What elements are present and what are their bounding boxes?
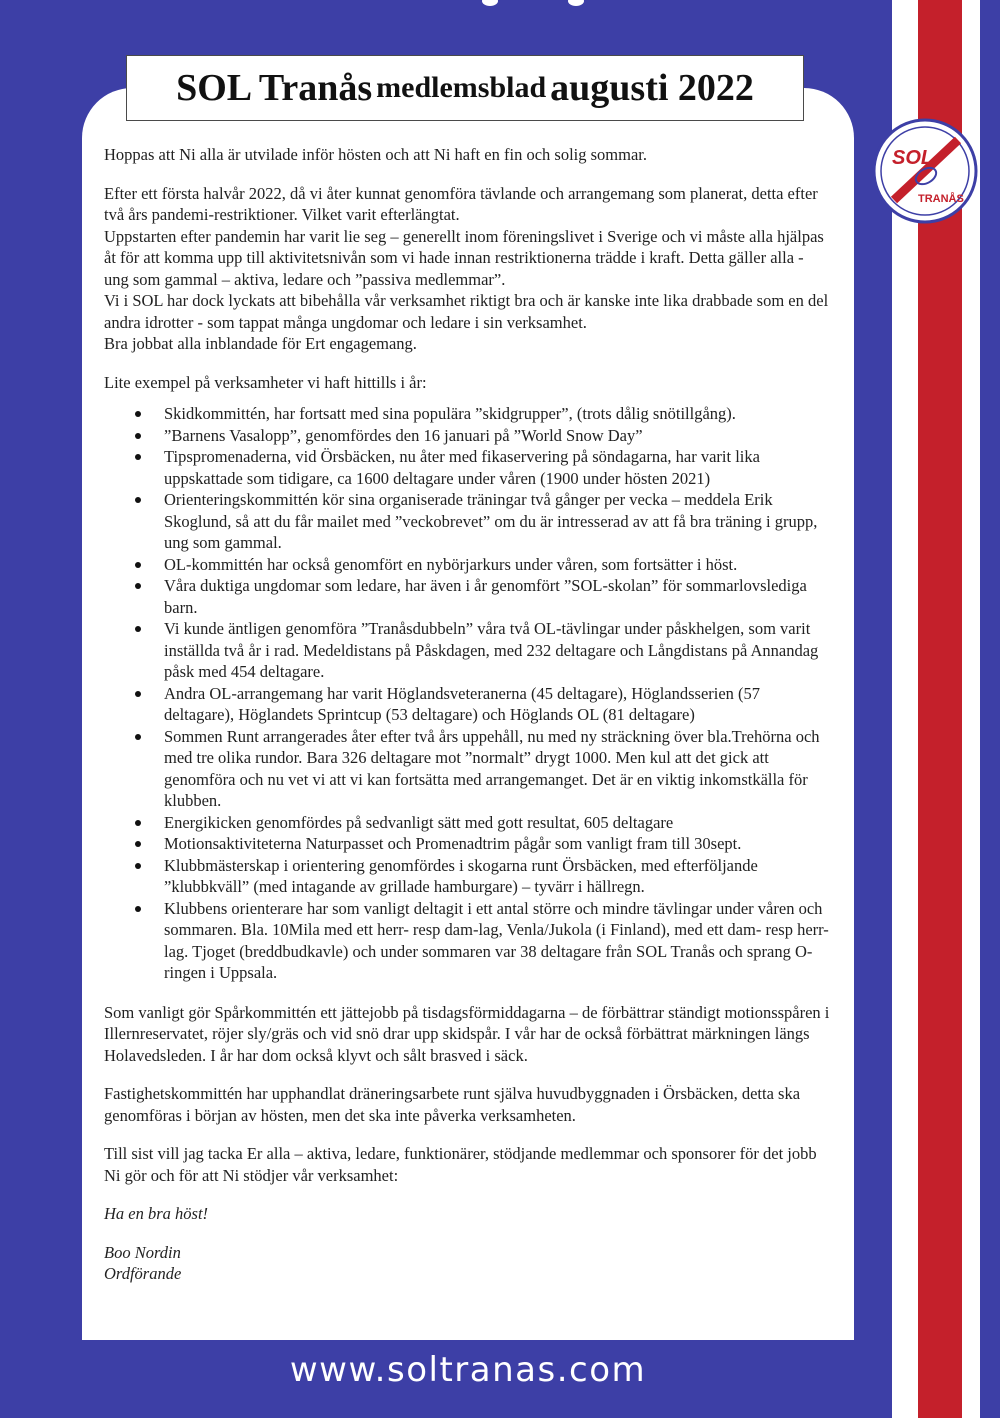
signature-name: Boo Nordin [104, 1242, 181, 1262]
list-item: Våra duktiga ungdomar som ledare, har även i år genomfört ”SOL-skolan” för sommarlovslediga barn. [164, 575, 832, 618]
binder-hole [568, 0, 584, 6]
list-item: OL-kommittén har också genomfört en nybörjarkurs under våren, som fortsätter i höst. [164, 554, 832, 576]
binder-hole [482, 0, 498, 6]
list-intro: Lite exempel på verksamheter vi haft hittills i år: [104, 372, 427, 392]
paragraph-line: Bra jobbat alla inblandade för Ert engagemang. [104, 334, 417, 353]
page-title [126, 55, 804, 121]
list-item: Energikicken genomfördes på sedvanligt sätt med gott resultat, 605 deltagare [164, 812, 832, 834]
paragraph-line: Efter ett första halvår 2022, då vi åter kunnat genomföra tävlande och arrangemang som planerat, detta efter två års pandemi-restriktioner. Vilket varit efterlängtat. [104, 183, 818, 224]
list-item: Skidkommittén, har fortsatt med sina populära ”skidgrupper”, (trots dålig snötillgång). [164, 403, 832, 425]
first-half-paragraph [104, 183, 832, 355]
newsletter-body [104, 144, 832, 1285]
logo-text-top: SOL [892, 147, 934, 169]
paragraph-line: Uppstarten efter pandemin har varit lie seg – generellt inom föreningslivet i Sverige och vi måste alla hjälpas åt för att komma upp till aktivitetsnivån som vi hade innan restriktionerna trädde i kraft. Detta gäller alla - ung som gammal – aktiva, ledare och ”passiva medlemmar”. [104, 226, 824, 289]
list-item: Motionsaktiviteterna Naturpasset och Promenadtrim pågår som vanligt fram till 30sept. [164, 833, 832, 855]
list-item: ”Barnens Vasalopp”, genomfördes den 16 januari på ”World Snow Day” [164, 425, 832, 447]
list-item: Andra OL-arrangemang har varit Höglandsveteranerna (45 deltagare), Höglandsserien (57 deltagare), Höglandets Sprintcup (53 deltagare) och Höglands OL (81 deltagare) [164, 683, 832, 726]
logo-text-bottom: TRANÅS [918, 193, 964, 205]
activities-list [104, 403, 832, 984]
list-item: Klubbmästerskap i orientering genomfördes i skogarna runt Örsbäcken, med efterföljande ”klubbkväll” (med intagande av grillade hamburgare) – tyvärr i hällregn. [164, 855, 832, 898]
list-item: Vi kunde äntligen genomföra ”Tranåsdubbeln” våra två OL-tävlingar under påskhelgen, som varit inställda två år i rad. Medeldistans på Påskdagen, med 232 deltagare och Långdistans på Annandag påsk med 454 deltagare. [164, 618, 832, 683]
title-club: SOL Tranås [176, 67, 373, 109]
title-date: augusti 2022 [550, 67, 754, 109]
club-logo [872, 118, 978, 224]
signature [104, 1242, 832, 1285]
paragraph-line: Vi i SOL har dock lyckats att bibehålla vår verksamhet riktigt bra och är kanske inte lika drabbade som en del andra idrotter - som tappat många ungdomar och ledare i sin verksamhet. [104, 291, 829, 332]
list-item: Orienteringskommittén kör sina organiserade träningar två gånger per vecka – meddela Erik Skoglund, så att du får mailet med ”veckobrevet” om du är intresserad av att få bra träning i grupp, ung som gammal. [164, 489, 832, 554]
thanks-paragraph: Till sist vill jag tacka Er alla – aktiva, ledare, funktionärer, stödjande medlemmar och sponsorer för det jobb Ni gör och för att Ni stödjer vår verksamhet: [104, 1144, 817, 1185]
trail-committee-paragraph: Som vanligt gör Spårkommittén ett jättejobb på tisdagsförmiddagarna – de förbättrar ständigt motionsspåren i Illernreservatet, röjer sly/gräs och vid snö drar upp skidspår. I vår har de också förbättrat märkningen längs Holavedsleden. I år har dom också klyvt och sålt brasved i säck. [104, 1002, 830, 1065]
signature-role: Ordförande [104, 1264, 182, 1283]
list-item: Klubbens orienterare har som vanligt deltagit i ett antal större och mindre tävlingar under våren och sommaren. Bla. 10Mila med ett herr- resp dam-lag, Venla/Jukola (i Finland), med ett dam- resp herr-lag. Tjoget (breddbudkavle) och under sommaren var 38 deltagare från SOL Tranås och sprang O-ringen i Uppsala. [164, 898, 832, 984]
footer-website-link[interactable]: www.soltranas.com [289, 1350, 647, 1390]
list-item: Tipspromenaderna, vid Örsbäcken, nu åter med fikaservering på söndagarna, har varit lika uppskattade som tidigare, ca 1600 deltagare under våren (1900 under hösten 2021) [164, 446, 832, 489]
list-item: Sommen Runt arrangerades åter efter två års uppehåll, nu med ny sträckning över bla.Trehörna och med tre olika rundor. Bara 326 deltagare mot ”normalt” drygt 1000. Men kul att det gick att genomföra och nu vet vi att vi kan fortsätta med arrangemanget. Det är en viktig inkomstkälla för klubben. [164, 726, 832, 812]
title-kind: medlemsblad [376, 71, 547, 104]
intro-paragraph: Hoppas att Ni alla är utvilade inför hösten och att Ni haft en fin och solig sommar. [104, 145, 647, 164]
side-stripe-blue [980, 0, 1000, 1418]
property-committee-paragraph: Fastighetskommittén har upphandlat dräneringsarbete runt själva huvudbyggnaden i Örsbäcken, detta ska genomföras i början av hösten, men det ska inte påverka verksamheten. [104, 1084, 801, 1125]
closing-greeting: Ha en bra höst! [104, 1204, 209, 1223]
